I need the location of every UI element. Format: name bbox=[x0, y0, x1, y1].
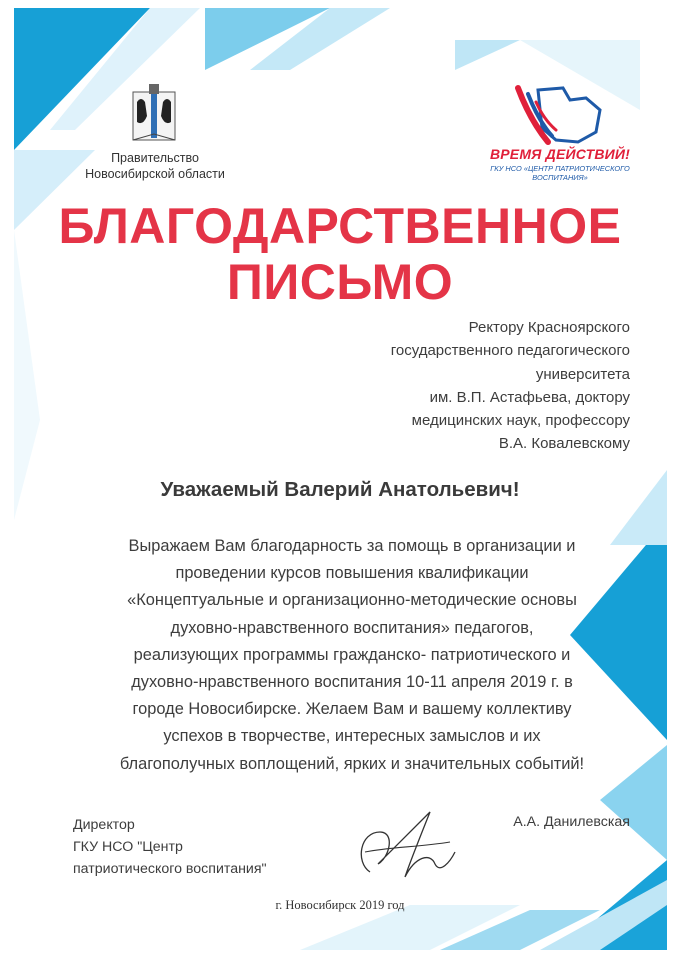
logo-slogan: ВРЕМЯ ДЕЙСТВИЙ! bbox=[489, 146, 631, 162]
signer-position bbox=[73, 814, 333, 880]
left-edge-fade bbox=[14, 230, 40, 520]
body-line: Выражаем Вам благодарность за помощь в организации и bbox=[128, 537, 576, 555]
body-line: духовно-нравственного воспитания 10-11 апреля 2019 г. в bbox=[131, 673, 573, 692]
government-name bbox=[70, 150, 240, 182]
body-line: духовно-нравственного воспитания» педагогов, bbox=[170, 618, 534, 637]
logo-organization-line1: ГКУ НСО «ЦЕНТР ПАТРИОТИЧЕСКОГО bbox=[490, 164, 630, 173]
novosibirsk-coat-of-arms-icon bbox=[127, 82, 181, 144]
place-and-date: г. Новосибирск 2019 год bbox=[275, 898, 405, 912]
body-line: благополучных воплощений, ярких и значительных событий! bbox=[119, 754, 585, 773]
body-line: успехов в творчестве, интересных замыслов и их bbox=[163, 727, 541, 746]
body-line: «Концептуальные и организационно-методические основы bbox=[127, 591, 577, 610]
body-line: реализующих программы гражданско- патриотического и bbox=[133, 645, 571, 664]
signer-position-line1: Директор bbox=[73, 817, 135, 833]
document-title bbox=[40, 198, 640, 310]
addressee-line: им. В.П. Астафьева, доктору bbox=[429, 388, 630, 406]
salutation: Уважаемый Валерий Анатольевич! bbox=[160, 478, 520, 501]
patriotic-center-logo-icon bbox=[508, 80, 608, 148]
document-title-line1: БЛАГОДАРСТВЕННОЕ bbox=[58, 198, 622, 254]
addressee-block bbox=[300, 316, 630, 456]
addressee-line: Ректору Красноярского bbox=[468, 319, 630, 336]
government-name-line2: Новосибирской области bbox=[85, 167, 225, 181]
body-line: городе Новосибирске. Желаем Вам и вашему коллективу bbox=[132, 700, 572, 719]
logo-organization-name bbox=[472, 164, 648, 182]
signer-name: А.А. Данилевская bbox=[513, 814, 630, 830]
addressee-line: государственного педагогического bbox=[390, 342, 630, 360]
government-name-line1: Правительство bbox=[111, 151, 199, 165]
top-right-triangle bbox=[455, 40, 520, 70]
letter-body bbox=[62, 533, 642, 778]
signer-position-line3: патриотического воспитания" bbox=[73, 861, 267, 877]
document-title-line2: ПИСЬМО bbox=[226, 254, 454, 310]
addressee-line: университета bbox=[535, 365, 630, 383]
addressee-line: В.А. Ковалевскому bbox=[498, 435, 630, 453]
body-line: проведении курсов повышения квалификации bbox=[175, 564, 529, 583]
signer-position-line2: ГКУ НСО "Центр bbox=[73, 839, 183, 855]
addressee-line: медицинских наук, профессору bbox=[411, 412, 630, 430]
logo-organization-line2: ВОСПИТАНИЯ» bbox=[532, 173, 588, 182]
